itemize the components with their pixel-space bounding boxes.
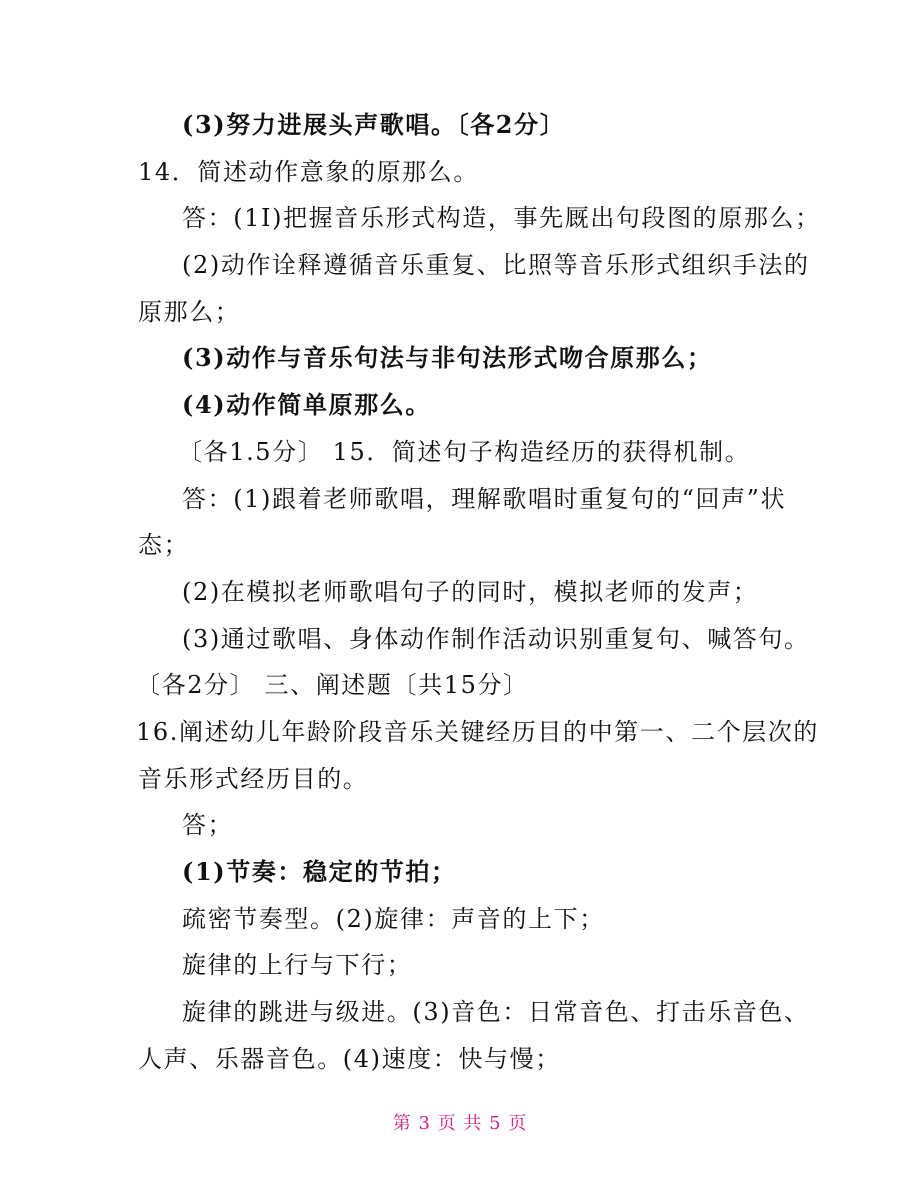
question-16: 16.阐述幼儿年龄阶段音乐关键经历目的中第一、二个层次的 [136, 718, 819, 746]
answer-14-point-1: 答：(1I)把握音乐形式构造，事先厩出句段图的原那么； [182, 204, 821, 232]
question-16-cont: 音乐形式经历目的。 [138, 765, 369, 793]
answer-16-label: 答； [182, 811, 234, 839]
answer-16-point-1: (1)节奏：稳定的节拍； [182, 857, 457, 886]
answer-15-point-3: (3)通过歌唱、身体动作制作活动识别重复句、喊答句。 [182, 625, 810, 653]
answer-14-point-4: (4)动作简单原那么。 [182, 390, 432, 419]
question-14: 14．简述动作意象的原那么。 [138, 158, 479, 186]
answer-16-point-1-2: 疏密节奏型。(2)旋律：声音的上下； [182, 905, 605, 933]
answer-14-point-2: (2)动作诠释遵循音乐重复、比照等音乐形式组织手法的 [182, 251, 810, 279]
score-and-question-15: 〔各1.5分〕 15．简述句子构造经历的获得机制。 [178, 438, 751, 466]
answer-15-point-2: (2)在模拟老师歌唱句子的同时，模拟老师的发声； [182, 578, 759, 606]
page-number-footer: 第 3 页 共 5 页 [392, 1113, 528, 1134]
answer-16-point-3-4: 人声、乐器音色。(4)速度：快与慢； [138, 1045, 561, 1073]
answer-16-point-2-cont: 旋律的上行与下行； [182, 951, 413, 979]
answer-15-point-1: 答：(1)跟着老师歌唱，理解歌唱时重复句的“回声”状 [182, 485, 787, 513]
text-line-1: (3)努力进展头声歌唱。〔各2分〕 [182, 110, 566, 139]
answer-16-point-2-3: 旋律的跳进与级进。(3)音色：日常音色、打击乐音色、 [182, 998, 810, 1026]
score-and-section-3: 〔各2分〕 三、阐述题〔共15分〕 [136, 671, 529, 699]
answer-15-point-1-cont: 态； [138, 531, 190, 559]
answer-14-point-2-cont: 原那么； [138, 298, 241, 326]
answer-14-point-3: (3)动作与音乐句法与非句法形式吻合原那么； [182, 343, 713, 372]
